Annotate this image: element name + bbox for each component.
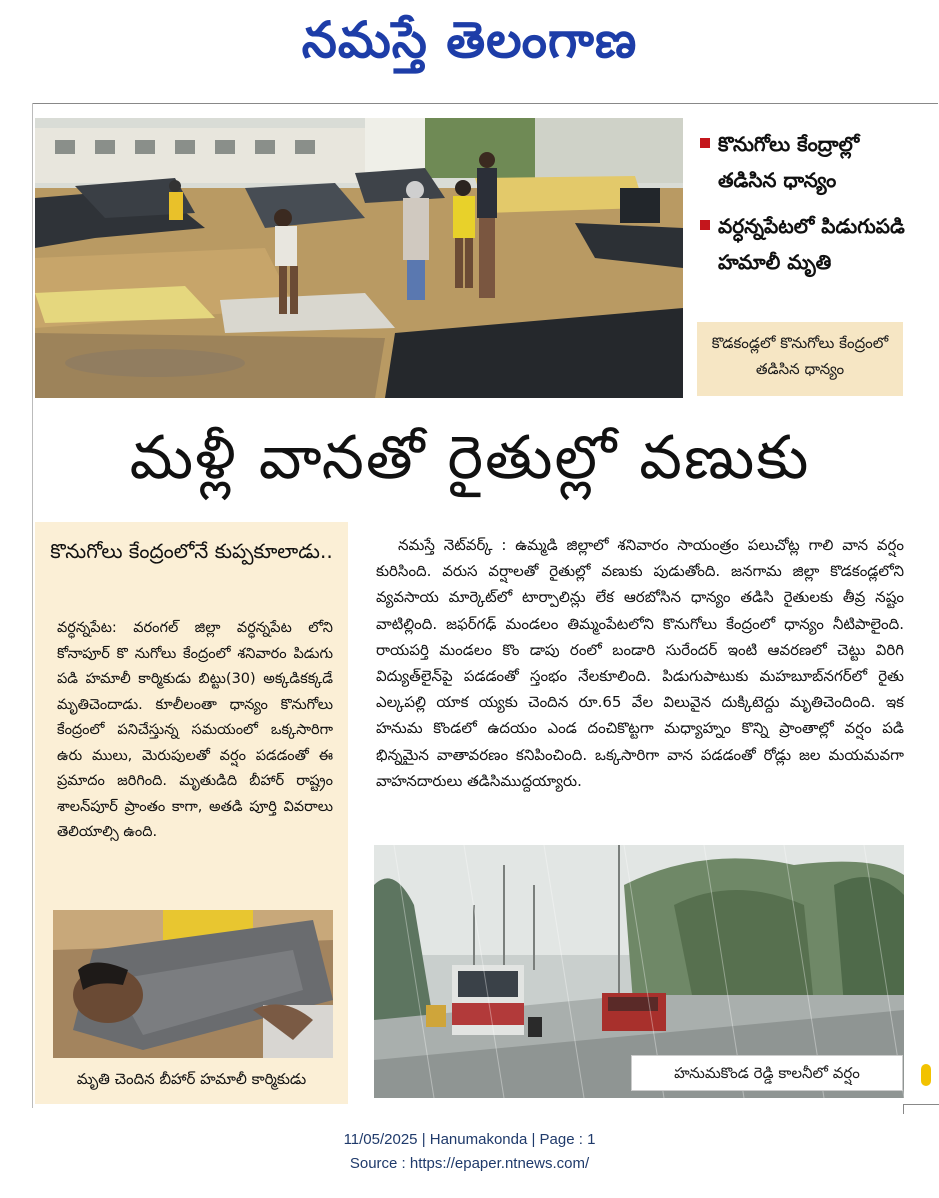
rain-photo-caption: హనుమకొండ రెడ్డి కాలనీలో వర్షం (631, 1055, 903, 1091)
sidebox-title: కొనుగోలు కేంద్రంలోనే కుప్పకూలాడు.. (50, 539, 333, 563)
market-grain-photo (35, 118, 683, 398)
bullet-text-1: కొనుగోలు కేంద్రాల్లో తడిసిన ధాన్యం (718, 132, 860, 192)
bullet-text-2: వర్ధన్నపేటలో పిడుగుపడి హమాలీ మృతి (718, 214, 905, 274)
masthead-title: నమస్తే తెలంగాణ (301, 11, 638, 69)
article-body: నమస్తే నెట్‌వర్క్ : ఉమ్మడి జిల్లాలో శనివారం సాయంత్రం పలుచోట్ల గాలి వాన వర్షం కురిసింది. వరుస వర్షాలతో రైతుల్లో వణుకు పుడుతోంది. జనగామ జిల్లా కొడకండ్లలోని వ్యవసాయ మార్కెట్‌లో టార్పాలిన్లు లేక ఆరబోసిన ధాన్యం తడిసి రైతులకు తీవ్ర నష్టం వాటిల్లింది. జఫర్‌గఢ్ మండలం తిమ్మంపేటలోని కొనుగోలు కేంద్రంలో ధాన్యం నీటిపాలైంది. రాయపర్తి మండలం కొం డాపు రంలో బండారి సురేందర్ ఇంటి ఆవరణలో చెట్టు విరిగి విద్యుత్‌లైన్‌పై పడడంతో స్తంభం నేలకూలింది. పిడుగుపాటుకు మహబూబ్‌నగర్‌లో రైతు ఎల్కపల్లి యాక య్యకు చెందిన రూ.65 వేల విలువైన దుక్కిటెద్దు మృతిచెందింది. ఇక హనుమ కొండలో ఉదయం ఎండ దంచికొట్టగా మధ్యాహ్నం కొన్ని ప్రాంతాల్లో వర్షం పడి భిన్నమైన వాతావరణం కనిపించింది. ఒక్కసారిగా వాన పడడంతో రోడ్లు జల మయమవగా వాహనదారులు తడిసిముద్దయ్యారు. (376, 536, 904, 790)
lead-photo-caption: కొడకండ్లలో కొనుగోలు కేంద్రంలో తడిసిన ధాన్యం (697, 322, 903, 396)
lead-bullets (700, 126, 920, 290)
footer-date-line: 11/05/2025 | Hanumakonda | Page : 1 (343, 1131, 596, 1148)
sidebox-body: వర్ధన్నపేట: వరంగల్ జిల్లా వర్ధన్నపేట లోని కోనాపూర్ కొ నుగోలు కేంద్రంలో శనివారం పిడుగు పడి హమాలీ కార్మికుడు బిట్టు(30) అక్కడికక్కడే మృతిచెందాడు. కూలీలంతా ధాన్యం కొనుగోలు కేంద్రంలో పనిచేస్తున్న సమయంలో ఒక్కసారిగా ఉరు ములు, మెరుపులతో వర్షం పడడంతో ఈ ప్రమాదం జరిగింది. మృతుడిది బీహార్ రాష్ట్రం శాలన్‌పూర్ ప్రాంతం కాగా, అతడి పూర్తి వివరాలు తెలియాల్సి ఉంది. (57, 620, 333, 840)
deceased-worker-photo (53, 910, 333, 1058)
bullet-item (700, 208, 920, 280)
bullet-item (700, 126, 920, 198)
top-rule (32, 103, 938, 104)
left-rule (32, 103, 33, 1108)
footer (0, 1128, 939, 1176)
corner-rule-tick (903, 1104, 904, 1114)
footer-source-link[interactable]: Source : https://epaper.ntnews.com/ (349, 1155, 590, 1172)
corner-rule (903, 1104, 939, 1105)
headline: మళ్లీ వానతో రైతుల్లో వణుకు (129, 423, 811, 493)
worker-photo-caption: మృతి చెందిన బీహార్ హమాలీ కార్మికుడు (76, 1070, 307, 1088)
bullet-square-icon (700, 220, 710, 230)
yellow-marker (921, 1064, 931, 1086)
bullet-square-icon (700, 138, 710, 148)
